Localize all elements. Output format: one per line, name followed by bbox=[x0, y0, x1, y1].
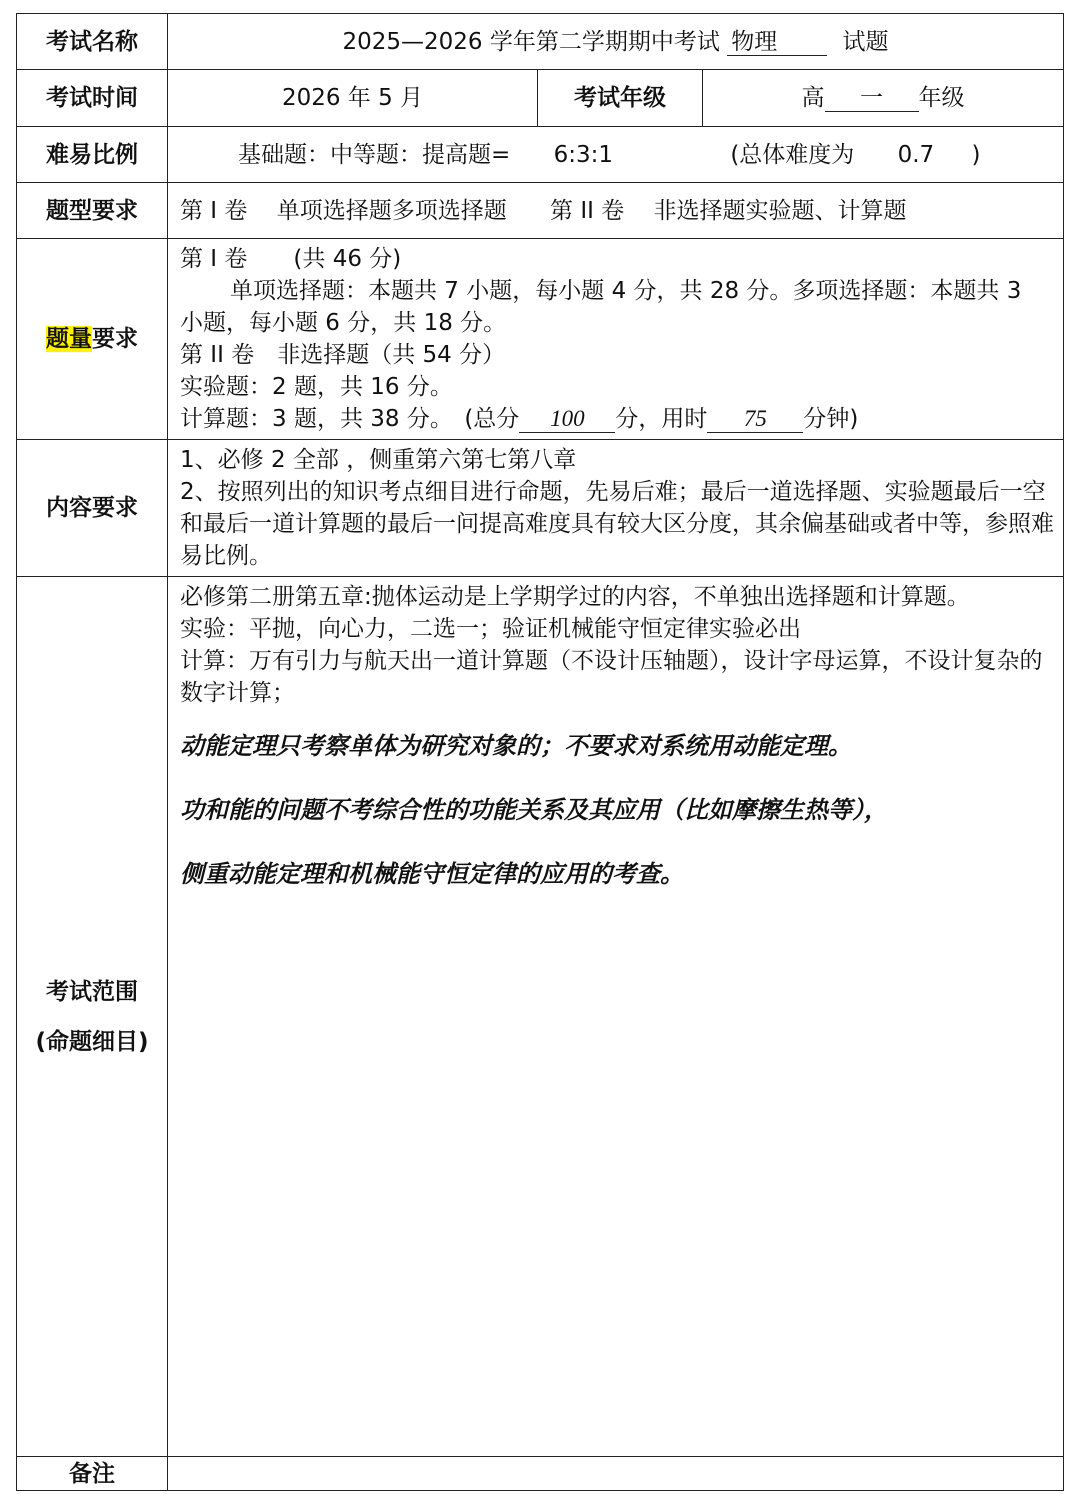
row-difficulty bbox=[17, 127, 1064, 183]
exam-name-value bbox=[168, 14, 1064, 70]
grade-prefix: 高 bbox=[801, 85, 825, 111]
scope-emphasis-1: 动能定理只考察单体为研究对象的；不要求对系统用动能定理。 bbox=[180, 732, 852, 760]
row-scope bbox=[17, 577, 1064, 1457]
row-question-count bbox=[17, 239, 1064, 440]
scope-label-line2: (命题细目) bbox=[35, 1028, 149, 1055]
qc-line6-a: 计算题：3 题，共 38 分。 (总分 bbox=[180, 406, 520, 432]
exam-spec-table bbox=[16, 13, 1064, 1491]
difficulty-label: 难易比例 bbox=[17, 127, 168, 183]
question-types-value bbox=[168, 183, 1064, 239]
overall-difficulty-value: 0.7 bbox=[897, 141, 935, 168]
duration: 75 bbox=[707, 406, 803, 433]
row-exam-time bbox=[17, 70, 1064, 127]
row-notes bbox=[17, 1457, 1064, 1491]
qc-line5: 实验题：2 题，共 16 分。 bbox=[180, 374, 453, 400]
vol1-label: 第 I 卷 bbox=[180, 197, 248, 224]
scope-label bbox=[17, 577, 168, 1457]
content-line1: 1、必修 2 全部 ，侧重第六第七第八章 bbox=[180, 447, 577, 473]
row-content bbox=[17, 440, 1064, 577]
content-line2: 2、按照列出的知识考点细目进行命题，先易后难；最后一道选择题、实验题最后一空和最后一道计算题的最后一问提高难度具有较大区分度，其余偏基础或者中等，参照难易比例。 bbox=[180, 479, 1054, 569]
exam-grade-label: 考试年级 bbox=[538, 70, 703, 127]
qc-line2: 单项选择题：本题共 7 小题，每小题 4 分，共 28 分。多项选择题：本题共 3 bbox=[230, 278, 1022, 304]
vol1-types: 单项选择题多项选择题 bbox=[276, 197, 507, 224]
question-types-label: 题型要求 bbox=[17, 183, 168, 239]
scope-value bbox=[168, 577, 1064, 1457]
row-question-types bbox=[17, 183, 1064, 239]
total-score: 100 bbox=[519, 406, 615, 433]
overall-difficulty-open: (总体难度为 bbox=[730, 141, 855, 168]
scope-emphasis-3: 侧重动能定理和机械能守恒定律的应用的考查。 bbox=[180, 860, 684, 888]
scope-line2: 实验：平抛，向心力，二选一；验证机械能守恒定律实验必出 bbox=[180, 616, 801, 642]
exam-name-label: 考试名称 bbox=[17, 14, 168, 70]
overall-difficulty-close: ) bbox=[971, 141, 981, 168]
scope-emphasis-2: 功和能的问题不考综合性的功能关系及其应用（比如摩擦生热等）， bbox=[180, 796, 888, 824]
qc-line6-b: 分，用时 bbox=[615, 406, 708, 432]
row-exam-name bbox=[17, 14, 1064, 70]
grade-value: 一 bbox=[825, 85, 919, 112]
question-count-label bbox=[17, 239, 168, 440]
exam-time-value: 2026 年 5 月 bbox=[168, 70, 538, 127]
content-value bbox=[168, 440, 1064, 577]
exam-subject: 物理 bbox=[727, 29, 827, 56]
difficulty-value bbox=[168, 127, 1064, 183]
question-count-label-rest: 要求 bbox=[92, 326, 138, 352]
exam-name-suffix: 试题 bbox=[842, 28, 889, 55]
qc-line4: 第 II 卷 非选择题（共 54 分） bbox=[180, 342, 506, 368]
qc-line1: 第 I 卷 (共 46 分) bbox=[180, 246, 402, 272]
exam-name-prefix: 2025—2026 学年第二学期期中考试 bbox=[342, 28, 720, 55]
difficulty-text: 基础题：中等题：提高题= bbox=[238, 141, 511, 168]
notes-label: 备注 bbox=[17, 1457, 168, 1491]
vol2-types: 非选择题实验题、计算题 bbox=[653, 197, 907, 224]
question-count-label-highlight: 题量 bbox=[46, 326, 92, 352]
notes-value bbox=[168, 1457, 1064, 1491]
exam-time-label: 考试时间 bbox=[17, 70, 168, 127]
exam-grade-value bbox=[703, 70, 1064, 127]
qc-line3: 小题，每小题 6 分，共 18 分。 bbox=[180, 310, 507, 336]
difficulty-ratio: 6:3:1 bbox=[553, 141, 613, 168]
question-count-value bbox=[168, 239, 1064, 440]
content-label: 内容要求 bbox=[17, 440, 168, 577]
qc-line6 bbox=[180, 403, 1063, 435]
scope-line1: 必修第二册第五章:抛体运动是上学期学过的内容，不单独出选择题和计算题。 bbox=[180, 584, 970, 610]
scope-label-line1: 考试范围 bbox=[46, 978, 138, 1005]
scope-line3: 计算：万有引力与航天出一道计算题（不设计压轴题），设计字母运算，不设计复杂的数字计算； bbox=[180, 648, 1043, 706]
grade-suffix: 年级 bbox=[918, 85, 965, 111]
qc-line6-c: 分钟) bbox=[803, 406, 859, 432]
vol2-label: 第 II 卷 bbox=[550, 197, 625, 224]
